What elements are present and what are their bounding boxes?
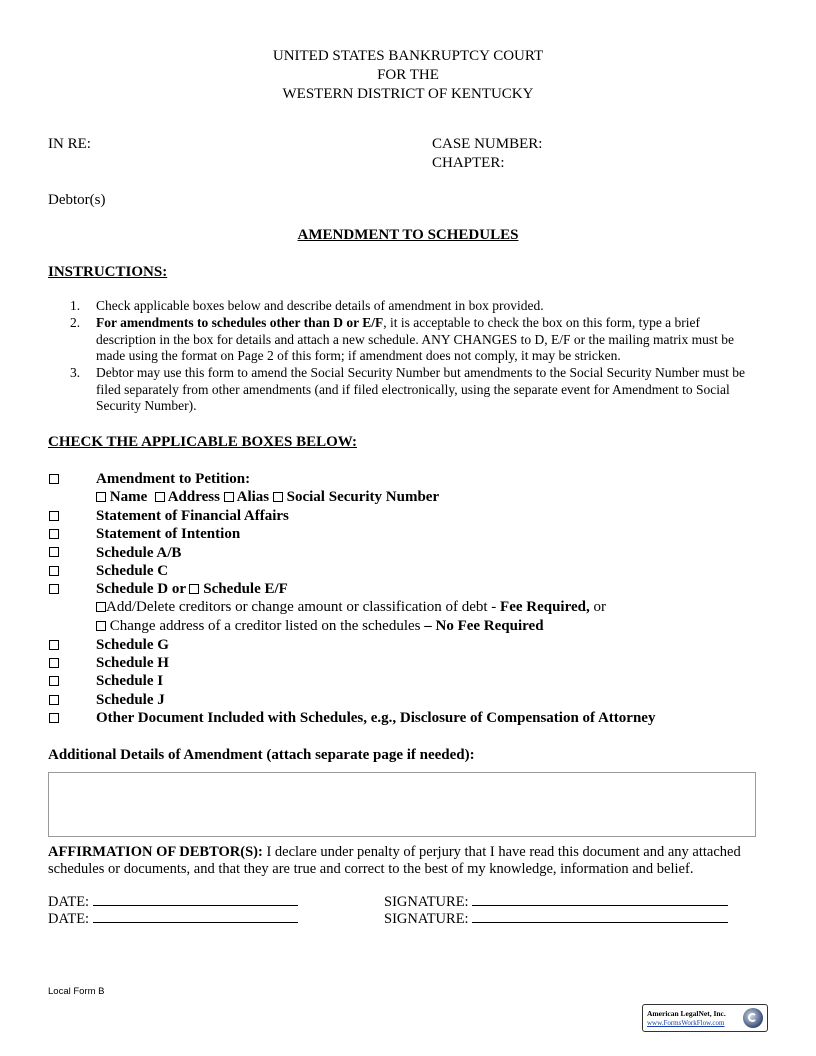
date-input-1[interactable] [93, 893, 298, 906]
fee-required-label: Fee Required, [500, 599, 590, 615]
instruction-text: , it is acceptable to check the box on this form, type a brief description in the box for details and attach a new schedule. ANY CHANGES to D, E/F or the mailing matrix must be made using the format on Page 2 of this form; if amendment does not comply, it may be stricken. [96, 315, 735, 364]
or-label: or [589, 599, 606, 615]
case-number-label: CASE NUMBER: [432, 136, 543, 152]
change-address-row [96, 618, 544, 635]
instruction-text: Check applicable boxes below and describe details of amendment in box provided. [96, 298, 544, 313]
logo-url-link[interactable]: www.FormsWorkFlow.com [647, 1019, 725, 1027]
instruction-bold-text: For amendments to schedules other than D or E/F [96, 315, 384, 330]
alias-checkbox[interactable] [224, 492, 234, 502]
name-checkbox[interactable] [96, 492, 106, 502]
signature-line-1 [384, 893, 728, 911]
schedule-ab-label: Schedule A/B [96, 545, 182, 561]
court-name: UNITED STATES BANKRUPTCY COURT [272, 48, 544, 64]
instruction-number: 2. [70, 315, 81, 330]
instruction-text: Debtor may use this form to amend the Social Security Number but amendments to the Social Security Number must be filed separately from other amendments (and if filed electronically, using the separate event for Amendment to Social Security Number). [96, 365, 745, 414]
date-label: DATE: [48, 894, 90, 910]
schedule-c-label: Schedule C [96, 563, 169, 579]
signature-input-1[interactable] [472, 893, 728, 906]
date-input-2[interactable] [93, 910, 298, 923]
other-document-checkbox[interactable] [49, 713, 59, 723]
ssn-label: Social Security Number [286, 489, 440, 505]
schedule-g-label: Schedule G [96, 637, 169, 653]
affirmation [48, 844, 760, 877]
petition-label: Amendment to Petition: [96, 471, 251, 487]
instruction-item-2 [70, 315, 760, 365]
signature-label: SIGNATURE: [384, 911, 469, 927]
add-delete-label: Add/Delete creditors or change amount or classification of debt - [106, 599, 501, 615]
schedule-d-label: Schedule D or [96, 581, 186, 597]
schedule-h-checkbox[interactable] [49, 658, 59, 668]
schedule-c-checkbox[interactable] [49, 566, 59, 576]
date-label: DATE: [48, 911, 90, 927]
change-address-label: Change address of a creditor listed on the schedules [106, 618, 425, 634]
affirmation-text: I declare under penalty of perjury that I have read this document and any attached schedules or documents, and that they are true and correct to the best of my knowledge, information and belief. [48, 844, 741, 877]
court-district: WESTERN DISTRICT OF KENTUCKY [282, 86, 534, 102]
change-address-checkbox[interactable] [96, 621, 106, 631]
sofa-checkbox[interactable] [49, 511, 59, 521]
instruction-item-3 [70, 365, 760, 415]
schedule-h-label: Schedule H [96, 655, 169, 671]
chapter-label: CHAPTER: [432, 155, 505, 171]
schedule-ab-checkbox[interactable] [49, 547, 59, 557]
petition-checkbox[interactable] [49, 474, 59, 484]
name-label: Name [109, 489, 148, 505]
details-textbox[interactable] [48, 772, 756, 837]
details-label: Additional Details of Amendment (attach separate page if needed): [48, 747, 475, 763]
alias-label: Alias [236, 489, 270, 505]
add-delete-checkbox[interactable] [96, 602, 106, 612]
instructions-heading: INSTRUCTIONS: [48, 264, 168, 280]
page-title: AMENDMENT TO SCHEDULES [297, 227, 519, 243]
intention-label: Statement of Intention [96, 526, 241, 542]
date-line-1 [48, 893, 298, 911]
checkboxes-heading: CHECK THE APPLICABLE BOXES BELOW: [48, 434, 357, 450]
instruction-number: 3. [70, 365, 81, 380]
schedule-i-label: Schedule I [96, 673, 164, 689]
form-id: Local Form B [48, 986, 105, 997]
schedule-j-label: Schedule J [96, 692, 165, 708]
publisher-logo [642, 1004, 768, 1032]
schedule-j-checkbox[interactable] [49, 695, 59, 705]
no-fee-label: – No Fee Required [424, 618, 544, 634]
add-delete-row [96, 599, 606, 616]
schedule-d-ef-row [96, 581, 288, 598]
address-checkbox[interactable] [155, 492, 165, 502]
intention-checkbox[interactable] [49, 529, 59, 539]
schedule-ef-label: Schedule E/F [203, 581, 288, 597]
address-label: Address [167, 489, 220, 505]
schedule-i-checkbox[interactable] [49, 676, 59, 686]
other-document-label: Other Document Included with Schedules, e.g., Disclosure of Compensation of Attorney [96, 710, 656, 726]
globe-icon [743, 1008, 763, 1028]
debtors-label: Debtor(s) [48, 192, 106, 208]
affirmation-label: AFFIRMATION OF DEBTOR(S): [48, 844, 263, 860]
sofa-label: Statement of Financial Affairs [96, 508, 289, 524]
ssn-checkbox[interactable] [273, 492, 283, 502]
logo-company: American LegalNet, Inc. [647, 1009, 726, 1018]
in-re-label: IN RE: [48, 136, 91, 152]
schedule-ef-checkbox[interactable] [189, 584, 199, 594]
instruction-number: 1. [70, 298, 81, 313]
schedule-d-checkbox[interactable] [49, 584, 59, 594]
petition-sub-options [96, 489, 439, 506]
instruction-item-1 [70, 298, 760, 315]
schedule-g-checkbox[interactable] [49, 640, 59, 650]
signature-line-2 [384, 910, 728, 928]
court-for-the: FOR THE [377, 67, 439, 83]
signature-label: SIGNATURE: [384, 894, 469, 910]
date-line-2 [48, 910, 298, 928]
signature-input-2[interactable] [472, 910, 728, 923]
